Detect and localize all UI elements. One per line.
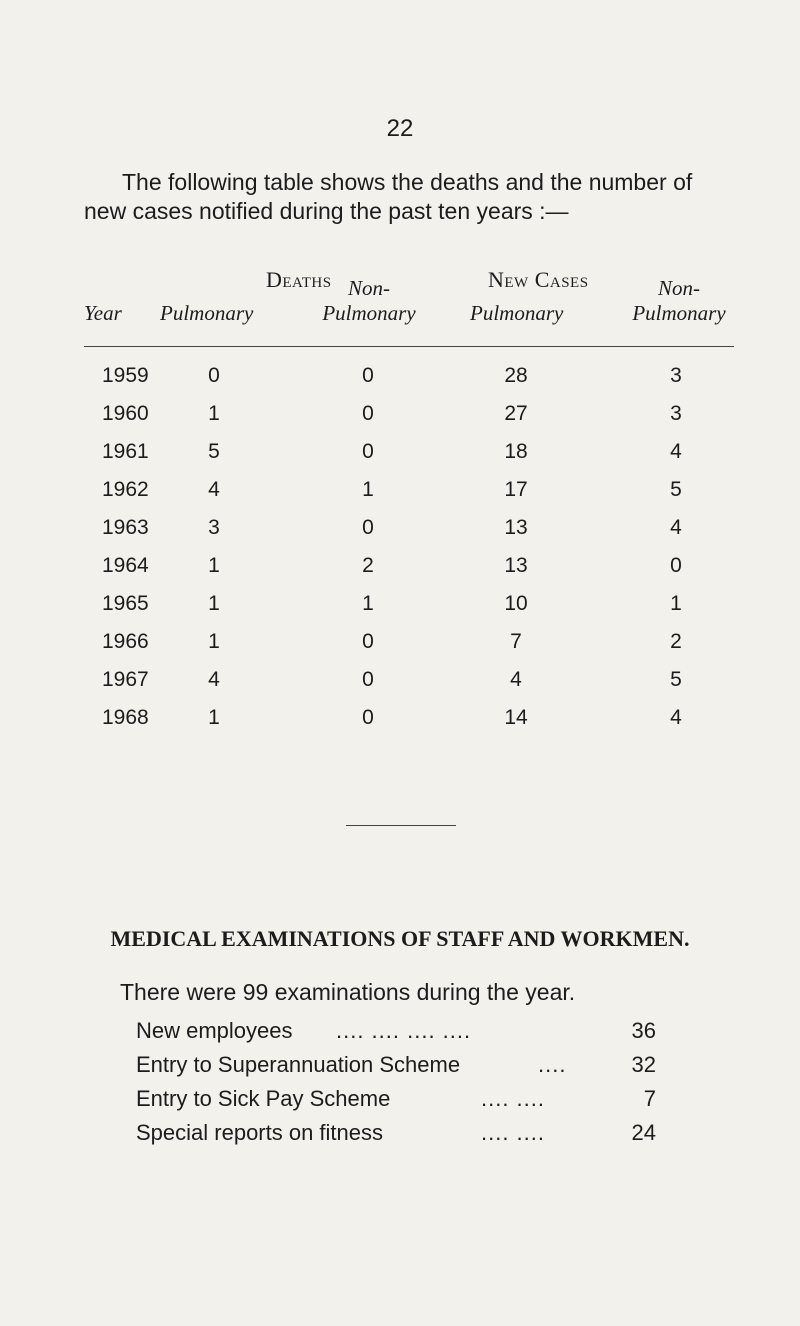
cell-cases-non-pulmonary: 3: [670, 402, 682, 425]
cell-deaths-pulmonary: 5: [208, 440, 220, 463]
deaths-group-header: Deaths: [266, 267, 332, 292]
exam-item: [136, 1120, 656, 1154]
cell-deaths-pulmonary: 4: [208, 668, 220, 691]
col-header-year: Year: [84, 301, 122, 325]
cell-deaths-pulmonary: 1: [208, 402, 220, 425]
cell-cases-pulmonary: 13: [504, 516, 528, 539]
cell-deaths-non-pulmonary: 0: [362, 516, 374, 539]
cell-cases-pulmonary: 28: [504, 364, 528, 387]
cell-year: 1962: [102, 478, 149, 501]
cell-year: 1964: [102, 554, 149, 577]
cell-deaths-pulmonary: 1: [208, 630, 220, 653]
cell-deaths-pulmonary: 1: [208, 554, 220, 577]
cell-deaths-non-pulmonary: 1: [362, 478, 374, 501]
cell-cases-pulmonary: 4: [510, 668, 522, 691]
col-header-cases-non-line1: Non-: [658, 276, 700, 300]
section-heading: MEDICAL EXAMINATIONS OF STAFF AND WORKMEN.: [110, 926, 690, 951]
exam-label: Entry to Sick Pay Scheme: [136, 1086, 391, 1111]
section-divider: [346, 825, 456, 826]
col-header-deaths-non-line2: Pulmonary: [322, 301, 416, 325]
table-header-rule: [84, 346, 734, 347]
exam-label: Entry to Superannuation Scheme: [136, 1052, 461, 1077]
page-number: 22: [386, 115, 414, 142]
col-header-cases-non-pulmonary: [620, 276, 738, 326]
cell-deaths-pulmonary: 0: [208, 364, 220, 387]
cell-cases-non-pulmonary: 3: [670, 364, 682, 387]
table-row: [0, 668, 800, 706]
examinations-summary: There were 99 examinations during the year.: [120, 979, 576, 1005]
cell-cases-pulmonary: 27: [504, 402, 528, 425]
cell-cases-non-pulmonary: 4: [670, 706, 682, 729]
exam-value: 32: [631, 1052, 656, 1077]
cell-cases-pulmonary: 18: [504, 440, 528, 463]
table-row: [0, 706, 800, 744]
cell-year: 1959: [102, 364, 149, 387]
cell-year: 1968: [102, 706, 149, 729]
cell-cases-pulmonary: 10: [504, 592, 528, 615]
table-row: [0, 478, 800, 516]
exam-item: [136, 1052, 656, 1086]
cell-cases-pulmonary: 17: [504, 478, 528, 501]
table-row: [0, 440, 800, 478]
cell-year: 1963: [102, 516, 149, 539]
cell-deaths-pulmonary: 1: [208, 706, 220, 729]
cell-deaths-non-pulmonary: 0: [362, 364, 374, 387]
table-row: [0, 592, 800, 630]
new-cases-group-header: New Cases: [488, 267, 589, 292]
col-header-cases-non-line2: Pulmonary: [632, 301, 726, 325]
table-row: [0, 402, 800, 440]
col-header-cases-pulmonary: Pulmonary: [470, 301, 564, 325]
exam-item: [136, 1086, 656, 1120]
col-header-deaths-pulmonary: Pulmonary: [160, 301, 254, 325]
cell-cases-non-pulmonary: 2: [670, 630, 682, 653]
cell-cases-non-pulmonary: 5: [670, 668, 682, 691]
cell-deaths-non-pulmonary: 2: [362, 554, 374, 577]
exam-label: Special reports on fitness: [136, 1120, 384, 1145]
cell-year: 1960: [102, 402, 149, 425]
cell-year: 1961: [102, 440, 149, 463]
exam-label: New employees: [136, 1018, 293, 1043]
cell-deaths-non-pulmonary: 0: [362, 630, 374, 653]
exam-value: 24: [631, 1120, 656, 1145]
exam-leader-dots: ....: [538, 1052, 567, 1077]
cell-cases-non-pulmonary: 1: [670, 592, 682, 615]
cell-cases-pulmonary: 13: [504, 554, 528, 577]
col-header-deaths-non-line1: Non-: [348, 276, 390, 300]
table-row: [0, 364, 800, 402]
cell-cases-non-pulmonary: 4: [670, 516, 682, 539]
exam-leader-dots: .... ....: [481, 1086, 546, 1111]
cell-deaths-pulmonary: 3: [208, 516, 220, 539]
cell-deaths-pulmonary: 1: [208, 592, 220, 615]
exam-leader-dots: .... .... .... ....: [336, 1018, 472, 1043]
cell-year: 1967: [102, 668, 149, 691]
table-row: [0, 516, 800, 554]
cell-deaths-non-pulmonary: 0: [362, 706, 374, 729]
cell-cases-pulmonary: 7: [510, 630, 522, 653]
cell-deaths-non-pulmonary: 0: [362, 668, 374, 691]
intro-paragraph: The following table shows the deaths and the number of new cases notified during the past ten years :—: [84, 169, 693, 224]
cell-cases-non-pulmonary: 5: [670, 478, 682, 501]
exam-item: [136, 1018, 656, 1052]
table-row: [0, 554, 800, 592]
cell-year: 1966: [102, 630, 149, 653]
exam-value: 7: [643, 1086, 656, 1111]
col-header-deaths-non-pulmonary: [314, 276, 424, 326]
cell-year: 1965: [102, 592, 149, 615]
exam-leader-dots: .... ....: [481, 1120, 546, 1145]
table-row: [0, 630, 800, 668]
cell-deaths-non-pulmonary: 0: [362, 440, 374, 463]
cell-deaths-non-pulmonary: 0: [362, 402, 374, 425]
cell-cases-non-pulmonary: 0: [670, 554, 682, 577]
exam-value: 36: [631, 1018, 656, 1043]
cell-cases-pulmonary: 14: [504, 706, 528, 729]
cell-cases-non-pulmonary: 4: [670, 440, 682, 463]
cell-deaths-pulmonary: 4: [208, 478, 220, 501]
cell-deaths-non-pulmonary: 1: [362, 592, 374, 615]
